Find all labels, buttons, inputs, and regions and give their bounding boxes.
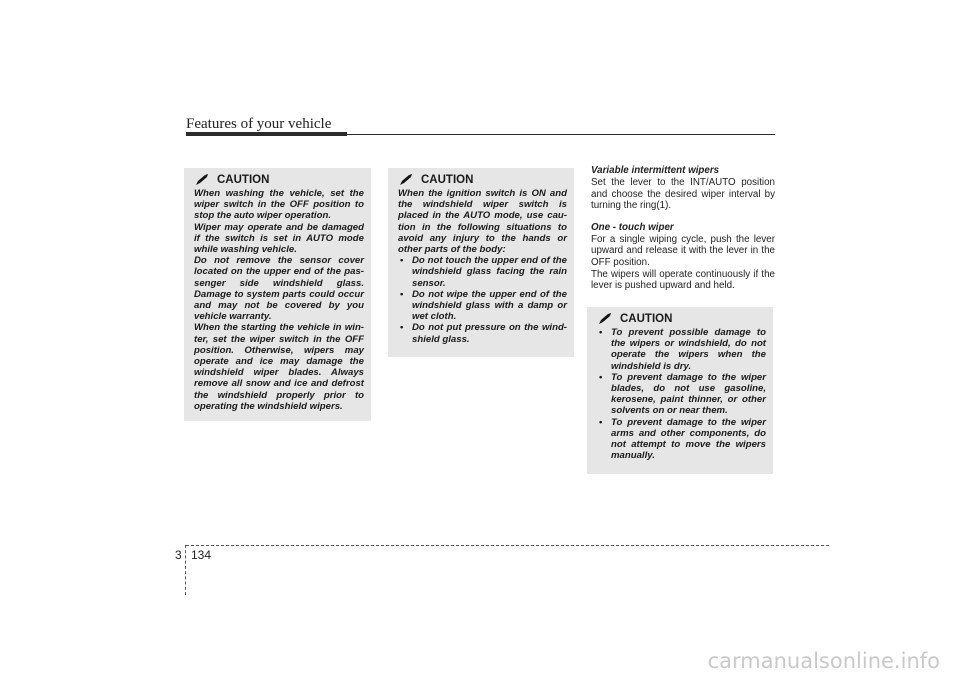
caution-bullet: • Do not wipe the upper end of the windshield glass with a damp or wet cloth. xyxy=(398,289,567,323)
caution-paragraph: When the starting the vehicle in win-ter, set the wiper switch in the OFF position. Otherwise, wipers may operate and ice may damage the windshield wiper blades. Always remove all snow and ice and defrost the windshield properly prior to operating the windshield wipers. xyxy=(194,322,364,412)
caution-box-washing xyxy=(184,168,371,421)
caution-bullet: • Do not touch the upper end of the windshield glass facing the rain sensor. xyxy=(398,255,567,289)
header-rule-thick xyxy=(186,132,347,136)
caution-label: CAUTION xyxy=(217,174,270,186)
footer-rule xyxy=(186,545,829,546)
caution-bullet: • To prevent possible damage to the wipers or windshield, do not operate the wipers when the windshield is dry. xyxy=(597,327,766,372)
caution-bullet: • Do not put pressure on the wind-shield glass. xyxy=(398,322,567,344)
caution-paragraph: Do not remove the sensor cover located on the upper end of the pas-senger side windshield glass. Damage to system parts could occur and may not be covered by you vehicle warranty. xyxy=(194,255,364,323)
caution-pencil-icon xyxy=(398,174,416,186)
section-title-variable-wipers: Variable intermittent wipers xyxy=(591,165,720,176)
body-column xyxy=(591,165,775,292)
caution-paragraph: When washing the vehicle, set the wiper switch in the OFF position to stop the auto wiper operation. xyxy=(194,188,364,222)
caution-bullet: • To prevent damage to the wiper blades, do not use gasoline, kerosene, paint thinner, or other solvents on or near them. xyxy=(597,372,766,417)
caution-bullet: • To prevent damage to the wiper arms and other components, do not attempt to move the wipers manually. xyxy=(597,417,766,462)
caution-label: CAUTION xyxy=(620,313,673,325)
caution-heading xyxy=(597,313,766,325)
header-rule-thin xyxy=(347,134,775,135)
caution-box-wiper-damage xyxy=(587,307,773,474)
footer-vertical-rule xyxy=(185,545,186,595)
caution-box-auto-mode xyxy=(388,168,574,357)
section-text-variable-wipers: Set the lever to the INT/AUTO position and choose the desired wiper interval by turning the ring(1). xyxy=(591,177,775,212)
caution-heading xyxy=(398,174,567,186)
caution-pencil-icon xyxy=(597,313,615,325)
section-title-one-touch: One - touch wiper xyxy=(591,221,674,233)
caution-paragraph: Wiper may operate and be damaged if the switch is set in AUTO mode while washing vehicle. xyxy=(194,221,364,256)
watermark: carmanualsonline.info xyxy=(707,649,940,673)
page-number: 134 xyxy=(191,548,212,562)
section-text-one-touch-2: The wipers will operate continuously if the lever is pushed upward and held. xyxy=(591,268,775,292)
section-text-one-touch-1: For a single wiping cycle, push the lever upward and release it with the lever in the OFF position. xyxy=(591,233,775,268)
header-title: Features of your vehicle xyxy=(186,116,332,132)
section-number: 3 xyxy=(175,548,182,562)
caution-label: CAUTION xyxy=(421,174,474,186)
caution-heading xyxy=(194,174,364,186)
caution-intro: When the ignition switch is ON and the windshield wiper switch is placed in the AUTO mode, use cau-tion in the following situations to avoid any injury to the hands or other parts of the body: xyxy=(398,188,567,256)
caution-pencil-icon xyxy=(194,174,212,186)
